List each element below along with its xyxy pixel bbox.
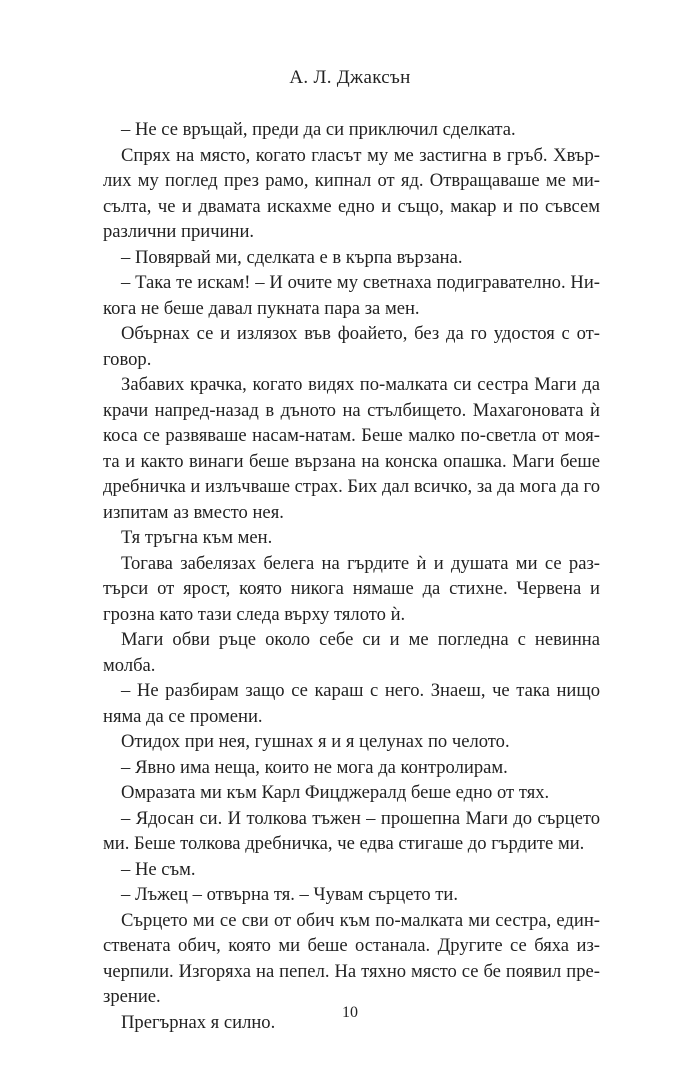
paragraph: – Не разбирам защо се караш с него. Знаеш, че така нищо няма да се промени. [103,680,600,727]
paragraph: Спрях на място, когато гласът му ме застигна в гръб. Хвърлих му поглед през рамо, кипнал от яд. Отвращаваше ме мисълта, че и двамата искахме едно и също, макар и по съвсем различни причини. [103,144,600,242]
paragraph: Забавих крачка, когато видях по-малката си сестра Маги да крачи напред-назад в дъното на стълбището. Махагоновата ѝ коса се развяваше насам-натам. Беше малко по-светла от моята и както винаги беше вързана на конска опашка. Маги беше дребничка и излъчваше страх. Бих дал всичко, за да мога да го изпитам аз вместо нея. [103,374,600,523]
paragraph: Сърцето ми се сви от обич към по-малката ми сестра, единствената обич, която ми беше останала. Другите се бяха изчерпили. Изгоряха на пепел. На тяхно място се бе появил презрение. [103,909,600,1007]
paragraph: – Лъжец – отвърна тя. – Чувам сърцето ти. [121,884,459,905]
body-text [103,117,600,1035]
paragraph: – Явно има неща, които не мога да контролирам. [121,756,508,778]
running-head-author: А. Л. Джаксън [289,67,411,88]
paragraph: Прегърнах я силно. [121,1011,276,1033]
paragraph: Омразата ми към Карл Фицджералд беше едно от тях. [121,782,550,803]
paragraph: – Не се връщай, преди да си приключил сделката. [121,119,516,140]
paragraph: – Повярвай ми, сделката е в кърпа вързана. [121,246,463,268]
paragraph: Маги обви ръце около себе си и ме погледна с невинна молба. [103,629,600,676]
page-number: 10 [342,1004,358,1021]
paragraph: Отидох при нея, гушнах я и я целунах по челото. [121,731,510,752]
paragraph: Тогава забелязах белега на гърдите ѝ и душата ми се разтърси от ярост, която никога нямаше да стихне. Червена и грозна като тази следа върху тялото ѝ. [103,552,600,625]
paragraph: – Така те искам! – И очите му светнаха подигравателно. Никога не беше давал пукната пара за мен. [103,272,600,319]
paragraph: – Не съм. [121,858,196,880]
paragraph: – Ядосан си. И толкова тъжен – прошепна Маги до сърцето ми. Беше толкова дребничка, че едва стигаше до гърдите ми. [103,807,600,854]
paragraph: Тя тръгна към мен. [121,527,273,548]
paragraph: Обърнах се и излязох във фоайето, без да го удостоя с отговор. [103,323,600,370]
